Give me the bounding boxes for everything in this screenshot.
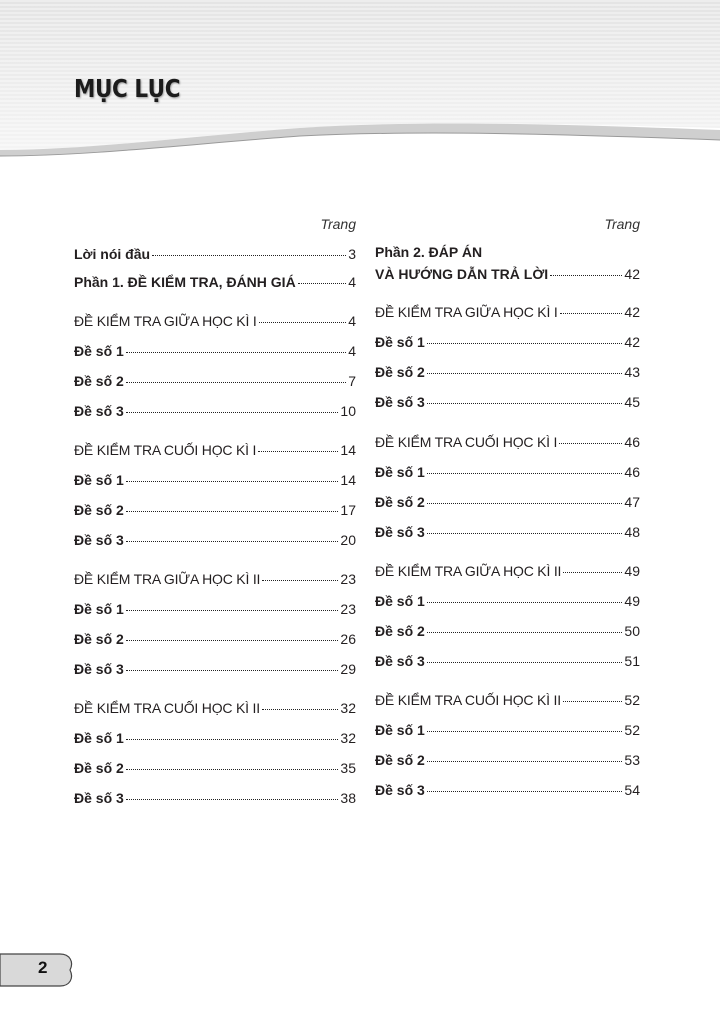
toc-entry-page: 23 [340, 601, 356, 617]
dot-leader [262, 580, 338, 581]
toc-entry-page: 50 [624, 623, 640, 639]
toc-entry-page: 47 [624, 494, 640, 510]
toc-entry-label: Đề số 1 [375, 334, 425, 350]
toc-entry-label: Đề số 2 [375, 364, 425, 380]
toc-entry [375, 653, 640, 669]
page-column-label: Trang [320, 216, 356, 232]
dot-leader [427, 503, 623, 504]
toc-entry-page: 4 [348, 343, 356, 359]
dot-leader [152, 255, 346, 256]
toc-section-entry [375, 692, 640, 708]
toc-entry-page: 29 [340, 661, 356, 677]
toc-entry [74, 246, 356, 262]
dot-leader [427, 632, 623, 633]
toc-entry-label: ĐỀ KIỂM TRA GIỮA HỌC KÌ II [74, 571, 261, 587]
dot-leader [427, 602, 623, 603]
toc-entry-page: 32 [340, 700, 356, 716]
toc-entry-page: 49 [624, 563, 640, 579]
dot-leader [126, 610, 339, 611]
toc-entry-label: ĐỀ KIỂM TRA GIỮA HỌC KÌ II [375, 563, 562, 579]
toc-entry [375, 752, 640, 768]
toc-section-entry [74, 571, 356, 587]
toc-entry-label: Đề số 1 [375, 593, 425, 609]
toc-entry-label: Đề số 2 [375, 623, 425, 639]
toc-section-entry [74, 313, 356, 329]
toc-entry-label: Đề số 2 [375, 494, 425, 510]
toc-entry-label: Đề số 3 [375, 394, 425, 410]
toc-entry-label: Đề số 2 [74, 373, 124, 389]
toc-entry-label: Đề số 2 [74, 631, 124, 647]
dot-leader [126, 769, 339, 770]
dot-leader [126, 670, 339, 671]
toc-entry-label: ĐỀ KIỂM TRA CUỐI HỌC KÌ II [375, 692, 561, 708]
toc-entry [74, 532, 356, 548]
toc-entry [74, 502, 356, 518]
toc-entry [74, 790, 356, 806]
toc-entry-label: Đề số 1 [74, 730, 124, 746]
toc-entry-page: 52 [624, 692, 640, 708]
toc-entry-page: 42 [624, 266, 640, 282]
toc-entry [74, 631, 356, 647]
dot-leader [126, 541, 339, 542]
toc-entry [375, 266, 640, 282]
toc-entry-page: 42 [624, 334, 640, 350]
toc-entry-label: Đề số 3 [74, 403, 124, 419]
dot-leader [126, 640, 339, 641]
toc-entry-label: ĐỀ KIỂM TRA CUỐI HỌC KÌ I [74, 442, 257, 458]
toc-entry [375, 494, 640, 510]
toc-entry [375, 593, 640, 609]
toc-section-entry [375, 434, 640, 450]
toc-entry-label: Đề số 3 [375, 653, 425, 669]
toc-entry [375, 623, 640, 639]
toc-entry-page: 38 [340, 790, 356, 806]
dot-leader [427, 373, 623, 374]
toc-entry-page: 51 [624, 653, 640, 669]
toc-section-entry [375, 563, 640, 579]
dot-leader [258, 451, 338, 452]
toc-entry [74, 730, 356, 746]
toc-entry-page: 7 [348, 373, 356, 389]
toc-entry [375, 722, 640, 738]
dot-leader [427, 731, 623, 732]
toc-entry-label: ĐỀ KIỂM TRA CUỐI HỌC KÌ II [74, 700, 260, 716]
dot-leader [126, 511, 339, 512]
toc-entry-page: 42 [624, 304, 640, 320]
toc-entry-page: 35 [340, 760, 356, 776]
toc-entry-label: ĐỀ KIỂM TRA CUỐI HỌC KÌ I [375, 434, 558, 450]
toc-entry-page: 20 [340, 532, 356, 548]
toc-entry-page: 14 [340, 472, 356, 488]
toc-entry-page: 54 [624, 782, 640, 798]
toc-entry-page: 14 [340, 442, 356, 458]
dot-leader [262, 709, 339, 710]
toc-entry [74, 274, 356, 290]
dot-leader [259, 322, 347, 323]
toc-entry-page: 4 [348, 313, 356, 329]
toc-entry-label: Phần 1. ĐỀ KIỂM TRA, ĐÁNH GIÁ [74, 274, 296, 290]
toc-entry-label: Đề số 2 [74, 502, 124, 518]
toc-entry-page: 32 [340, 730, 356, 746]
toc-entry [375, 364, 640, 380]
page-column-label: Trang [604, 216, 640, 232]
toc-entry-page: 52 [624, 722, 640, 738]
toc-entry-label: Đề số 1 [375, 464, 425, 480]
toc-entry [74, 403, 356, 419]
toc-entry [375, 524, 640, 540]
dot-leader [126, 739, 339, 740]
toc-entry [375, 334, 640, 350]
toc-section-entry [74, 700, 356, 716]
toc-entry-label: ĐỀ KIỂM TRA GIỮA HỌC KÌ I [74, 313, 257, 329]
toc-entry [375, 464, 640, 480]
toc-entry-label: Đề số 3 [375, 524, 425, 540]
toc-entry-label: Đề số 1 [74, 472, 124, 488]
toc-entry-page: 43 [624, 364, 640, 380]
toc-section-entry [74, 442, 356, 458]
toc-entry [375, 782, 640, 798]
toc-entry [74, 343, 356, 359]
toc-entry-label: Đề số 3 [375, 782, 425, 798]
toc-left-column [74, 216, 356, 826]
dot-leader [559, 443, 622, 444]
dot-leader [563, 572, 622, 573]
toc-entry-page: 3 [348, 246, 356, 262]
page-title: MỤC LỤC [74, 74, 181, 103]
toc-entry-label: Đề số 3 [74, 790, 124, 806]
part-2-title: Phần 2. ĐÁP ÁN [375, 244, 483, 260]
dot-leader [560, 313, 623, 314]
toc-entry-label: Đề số 1 [74, 343, 124, 359]
toc-entry-page: 46 [624, 464, 640, 480]
dot-leader [298, 283, 347, 284]
dot-leader [427, 791, 623, 792]
toc-entry-label: ĐỀ KIỂM TRA GIỮA HỌC KÌ I [375, 304, 558, 320]
toc-entry-page: 48 [624, 524, 640, 540]
toc-entry-page: 46 [624, 434, 640, 450]
dot-leader [427, 473, 623, 474]
toc-entry-label: Đề số 3 [74, 661, 124, 677]
toc-entry-page: 17 [340, 502, 356, 518]
toc-entry-label: Đề số 1 [375, 722, 425, 738]
toc-entry-label: Lời nói đầu [74, 246, 151, 262]
dot-leader [126, 799, 339, 800]
dot-leader [126, 382, 346, 383]
toc-entry-page: 49 [624, 593, 640, 609]
toc-entry [74, 472, 356, 488]
dot-leader [427, 533, 623, 534]
dot-leader [427, 343, 623, 344]
toc-entry-label: Đề số 2 [375, 752, 425, 768]
dot-leader [126, 481, 339, 482]
dot-leader [550, 275, 622, 276]
toc-entry-label: Đề số 2 [74, 760, 124, 776]
dot-leader [427, 403, 623, 404]
toc-entry [375, 394, 640, 410]
toc-entry-page: 23 [340, 571, 356, 587]
toc-section-entry [375, 304, 640, 320]
dot-leader [427, 662, 623, 663]
dot-leader [563, 701, 623, 702]
toc-right-column [375, 216, 640, 826]
toc-entry-label: Đề số 1 [74, 601, 124, 617]
toc-entry-page: 53 [624, 752, 640, 768]
dot-leader [126, 412, 339, 413]
dot-leader [427, 761, 623, 762]
toc-entry [74, 373, 356, 389]
toc-entry [74, 760, 356, 776]
toc-entry [74, 661, 356, 677]
toc-entry-page: 45 [624, 394, 640, 410]
toc-entry-page: 10 [340, 403, 356, 419]
dot-leader [126, 352, 346, 353]
toc-entry-label: Đề số 3 [74, 532, 124, 548]
toc-entry-label: VÀ HƯỚNG DẪN TRẢ LỜI [375, 266, 549, 282]
toc-entry-page: 4 [348, 274, 356, 290]
page-number: 2 [38, 958, 48, 977]
toc-entry [74, 601, 356, 617]
toc-entry-page: 26 [340, 631, 356, 647]
